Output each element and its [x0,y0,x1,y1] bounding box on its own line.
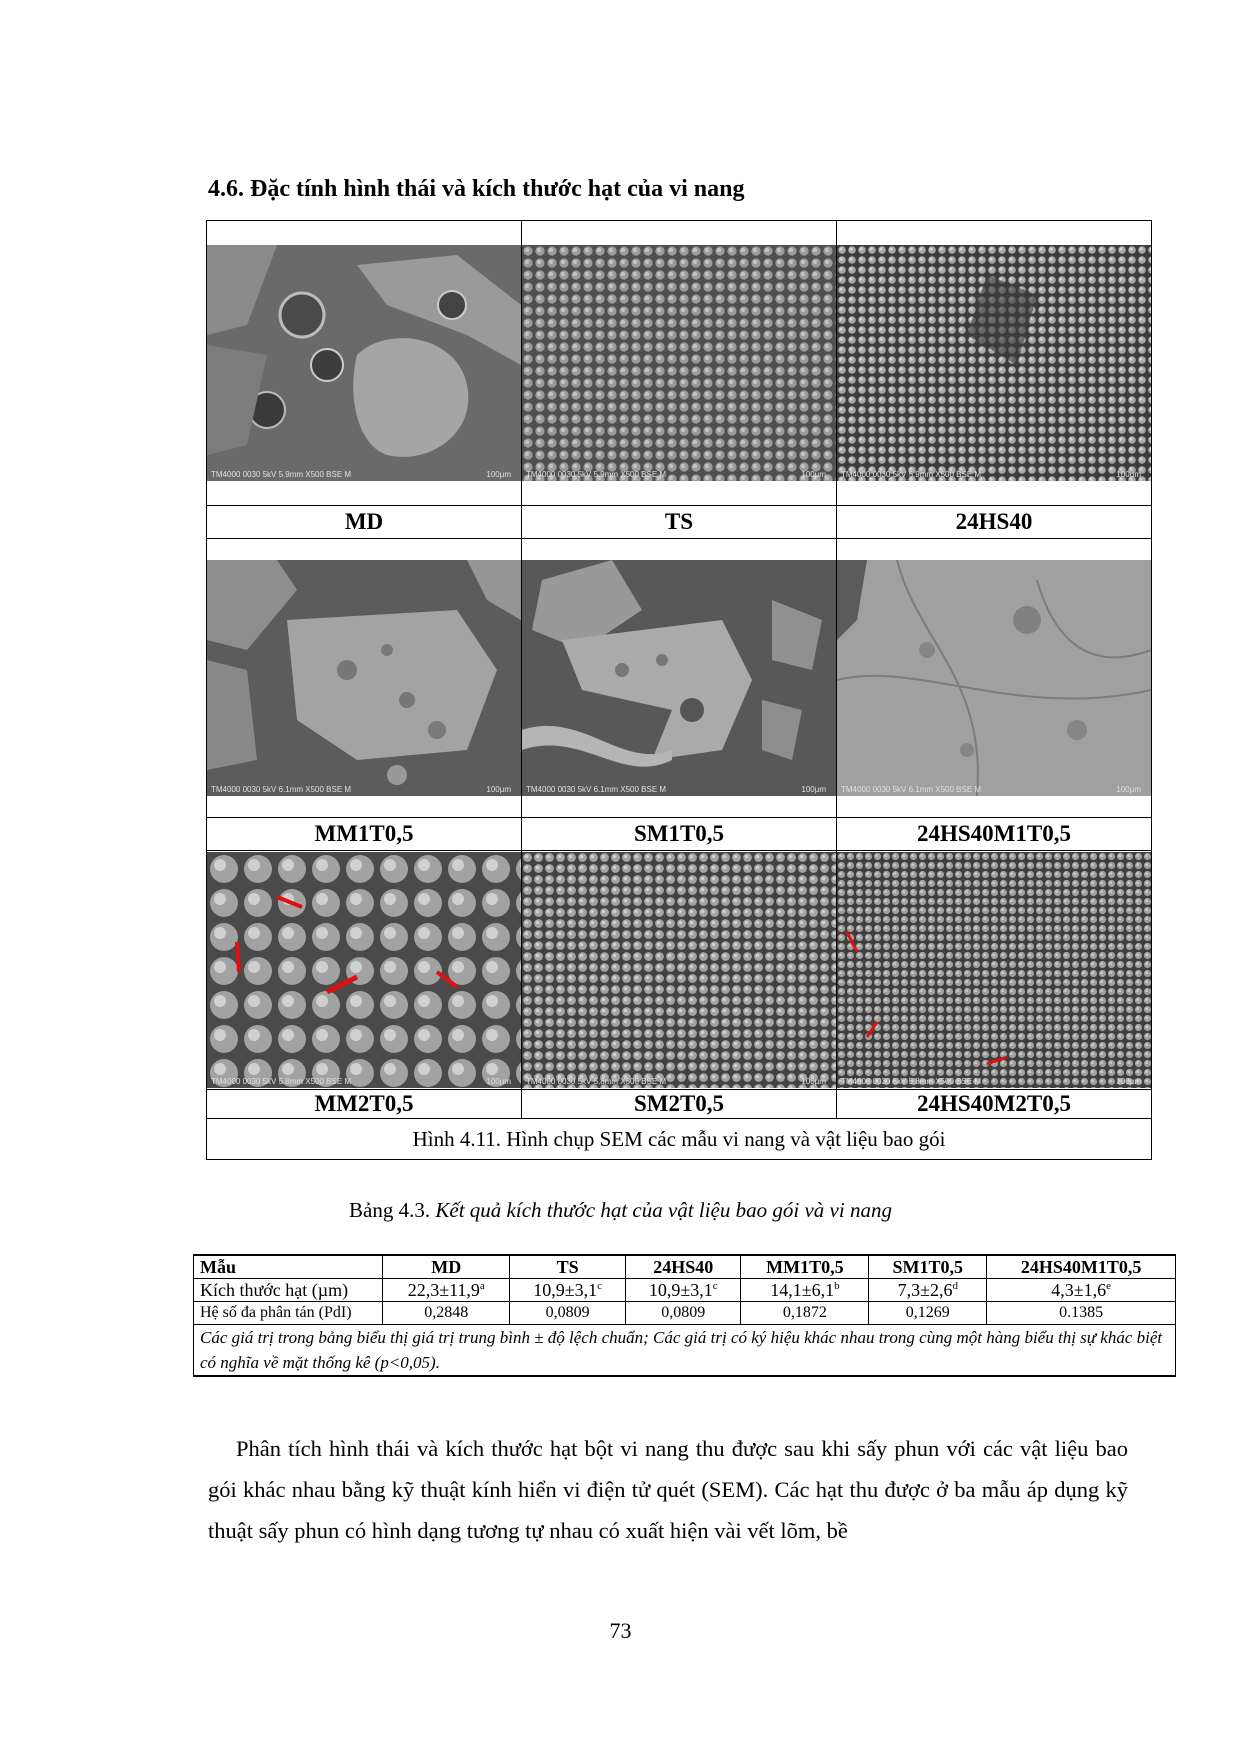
table-row-label: Hệ số đa phân tán (PdI) [194,1302,383,1325]
sem-scale: 100µm [801,1077,826,1086]
sem-image-sm2t05 [522,852,836,1088]
sem-label-ts: TS [522,506,837,539]
table-caption-prefix: Bảng 4.3. [349,1198,431,1222]
table-cell: 22,3±11,9$^a$ [383,1279,510,1302]
table-row-label: Kích thước hạt (µm) [194,1279,383,1302]
sem-scale: 100µm [486,470,511,479]
sem-cell-sm2t05 [522,851,837,1090]
sem-image-24hs40 [837,245,1151,481]
sem-label-mm2t05: MM2T0,5 [207,1090,522,1119]
table-cell: 0,1269 [869,1302,987,1325]
sem-label-24hs40m2t05: 24HS40M2T0,5 [837,1090,1152,1119]
figure-caption: Hình 4.11. Hình chụp SEM các mẫu vi nang và vật liệu bao gói [207,1119,1152,1160]
body-paragraph: Phân tích hình thái và kích thước hạt bột vi nang thu được sau khi sấy phun với các vật liệu bao gói khác nhau bằng kỹ thuật kính hiển vi điện tử quét (SEM). Các hạt thu được ở ba mẫu áp dụng kỹ thuật sấy phun có hình dạng tương tự nhau có xuất hiện vài vết lõm, bề [208,1436,1128,1543]
sem-label-sm1t05: SM1T0,5 [522,818,837,851]
sem-image-ts [522,245,836,481]
sem-scale: 100µm [801,785,826,794]
sem-meta: TM4000 0030 5kV 6.1mm X500 BSE M [211,785,352,794]
sem-cell-24hs40 [837,221,1152,506]
sem-label-24hs40m1t05: 24HS40M1T0,5 [837,818,1152,851]
table-cell: 0,0809 [510,1302,626,1325]
sem-meta: TM4000 0030 5kV 6.1mm X500 BSE M [841,785,982,794]
table-caption [0,1198,1241,1223]
table-caption-title: Kết quả kích thước hạt của vật liệu bao gói và vi nang [435,1198,892,1222]
table-note: Các giá trị trong bảng biểu thị giá trị trung bình ± độ lệch chuẩn; Các giá trị có ký hiệu khác nhau trong cùng một hàng biểu thị sự khác biệt có nghĩa về mặt thống kê (p<0,05). [194,1325,1176,1377]
sem-label-md: MD [207,506,522,539]
page-number: 73 [609,1618,632,1643]
sem-meta: TM4000 0030 5kV 5.9mm X500 BSE M [841,470,982,479]
table-row [194,1302,1176,1325]
sem-meta: TM4000 0030 5kV 6.1mm X500 BSE M [526,785,667,794]
sem-image-mm1t05 [207,560,521,796]
table-header-cell: 24HS40M1T0,5 [987,1255,1176,1279]
sem-figure-table [206,220,1152,1160]
sem-scale: 100µm [486,785,511,794]
table-cell: 4,3±1,6$^e$ [987,1279,1176,1302]
sem-scale: 100µm [1116,470,1141,479]
table-cell: 0,2848 [383,1302,510,1325]
sem-meta: TM4000 0030 5kV 5.8mm X500 BSE M [211,1077,352,1086]
sem-cell-24hs40m2t05 [837,851,1152,1090]
table-cell: 0,1872 [741,1302,869,1325]
sem-cell-sm1t05 [522,539,837,818]
table-header-cell: Mẫu [194,1255,383,1279]
table-row [194,1279,1176,1302]
table-cell: 0.1385 [987,1302,1176,1325]
table-header-cell: MD [383,1255,510,1279]
sem-meta: TM4000 0030 5kV 5.8mm X500 BSE M [841,1077,982,1086]
sem-cell-ts [522,221,837,506]
table-note-row [194,1325,1176,1377]
table-cell: 14,1±6,1$^b$ [741,1279,869,1302]
table-header-cell: 24HS40 [625,1255,741,1279]
sem-image-24hs40m1t05 [837,560,1151,796]
sem-label-mm1t05: MM1T0,5 [207,818,522,851]
sem-scale: 100µm [1116,785,1141,794]
sem-cell-24hs40m1t05 [837,539,1152,818]
table-header-cell: SM1T0,5 [869,1255,987,1279]
sem-meta: TM4000 0030 5kV 5.9mm X500 BSE M [526,470,667,479]
sem-cell-mm1t05 [207,539,522,818]
sem-cell-mm2t05 [207,851,522,1090]
sem-label-sm2t05: SM2T0,5 [522,1090,837,1119]
sem-scale: 100µm [486,1077,511,1086]
sem-cell-md [207,221,522,506]
sem-image-sm1t05 [522,560,836,796]
table-header-cell: MM1T0,5 [741,1255,869,1279]
sem-image-mm2t05 [207,852,521,1088]
table-header-cell: TS [510,1255,626,1279]
sem-image-md [207,245,521,481]
sem-meta: TM4000 0030 5kV 5.9mm X500 BSE M [211,470,352,479]
sem-label-24hs40: 24HS40 [837,506,1152,539]
sem-scale: 100µm [1116,1077,1141,1086]
table-cell: 10,9±3,1$^c$ [510,1279,626,1302]
table-cell: 0,0809 [625,1302,741,1325]
sem-meta: TM4000 0030 5kV 5.8mm X500 BSE M [526,1077,667,1086]
particle-size-table [193,1254,1176,1377]
table-cell: 10,9±3,1$^c$ [625,1279,741,1302]
section-heading: 4.6. Đặc tính hình thái và kích thước hạt của vi nang [208,176,745,202]
table-header-row [194,1255,1176,1279]
sem-scale: 100µm [801,470,826,479]
table-cell: 7,3±2,6$^d$ [869,1279,987,1302]
sem-image-24hs40m2t05 [837,852,1151,1088]
